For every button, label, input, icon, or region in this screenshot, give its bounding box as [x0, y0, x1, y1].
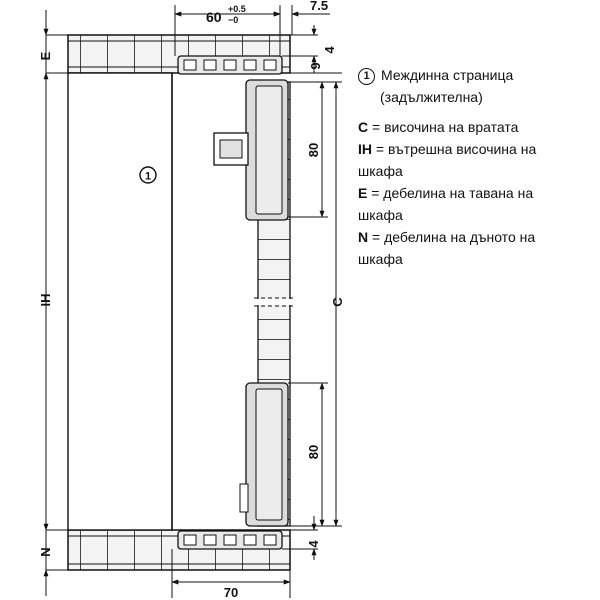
- top-runner: [178, 56, 282, 74]
- legend: [358, 64, 598, 270]
- legend-item-1-line2: (задължителна): [380, 89, 483, 105]
- legend-ih-text: = вътрешна височина на: [372, 141, 537, 157]
- legend-n-text2: шкафа: [358, 251, 403, 267]
- dim-80-bottom-label: 80: [306, 444, 321, 460]
- dim-60-label: 60: [206, 9, 222, 25]
- dim-ih-label: IH: [38, 293, 53, 307]
- dim-60-tol-minus: −0: [228, 15, 239, 25]
- legend-e-key: E: [358, 185, 368, 201]
- dim-c-label: C: [330, 297, 345, 307]
- dim-4-top-label: 4: [322, 46, 337, 54]
- legend-n-key: N: [358, 229, 369, 245]
- part-marker-1: [140, 167, 156, 183]
- dim-70-label: 70: [223, 585, 239, 600]
- bottom-runner: [178, 531, 282, 549]
- legend-item-c: [358, 116, 598, 138]
- legend-item-1: [358, 64, 598, 86]
- upper-guide-block: [214, 80, 288, 220]
- part-marker-1-label: 1: [144, 170, 152, 183]
- legend-ih-text2: шкафа: [358, 163, 403, 179]
- legend-e-text2: шкафа: [358, 207, 403, 223]
- dim-e-label: E: [38, 51, 53, 61]
- legend-c-text: = височина на вратата: [368, 119, 519, 135]
- dim-60-tol-plus: +0.5: [228, 4, 246, 14]
- right-dimensions: [282, 25, 342, 560]
- dim-9-label: 9: [308, 62, 323, 70]
- legend-item-1-line1: Междинна страница: [381, 67, 514, 83]
- legend-e-text: = дебелина на тавана на: [367, 185, 534, 201]
- legend-item-n: [358, 226, 598, 248]
- legend-c-key: C: [358, 119, 369, 135]
- legend-item-e: [358, 182, 598, 204]
- dim-4-bottom-label: 4: [306, 540, 321, 548]
- legend-marker-1: 1: [358, 68, 375, 85]
- legend-n-text: = дебелина на дъното на: [368, 229, 536, 245]
- dim-80-top-label: 80: [306, 142, 321, 158]
- dim-7-5-label: 7.5: [310, 0, 329, 13]
- legend-item-ih: [358, 138, 598, 160]
- intermediate-side-panel: [68, 73, 172, 530]
- lower-guide-block: [240, 383, 288, 526]
- dim-n-label: N: [38, 547, 53, 557]
- legend-ih-key: IH: [358, 141, 372, 157]
